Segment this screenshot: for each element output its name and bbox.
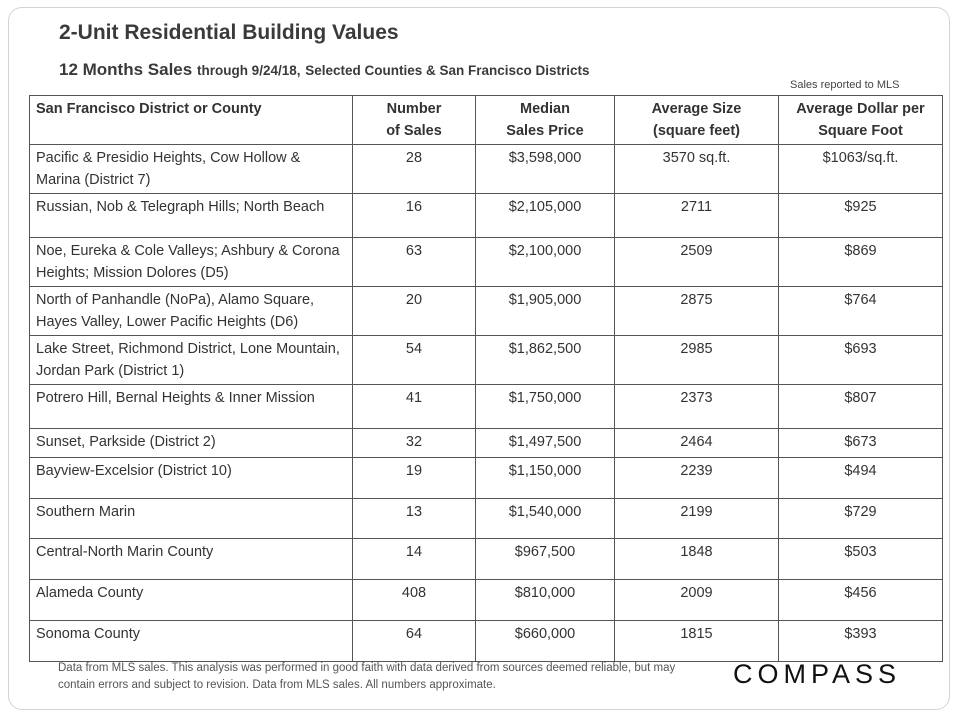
district-name-cell: Russian, Nob & Telegraph Hills; North Beach xyxy=(30,194,353,238)
dollar-per-sqft-cell: $807 xyxy=(779,385,943,429)
median-price-cell: $3,598,000 xyxy=(476,145,615,194)
page-subtitle xyxy=(59,60,590,80)
median-price-cell: $1,862,500 xyxy=(476,336,615,385)
median-price-cell: $660,000 xyxy=(476,621,615,662)
district-name-cell: Lake Street, Richmond District, Lone Mountain, Jordan Park (District 1) xyxy=(30,336,353,385)
header-price-line1: Median xyxy=(520,101,570,117)
dollar-per-sqft-cell: $729 xyxy=(779,499,943,539)
dollar-per-sqft-cell: $494 xyxy=(779,458,943,499)
number-of-sales-cell: 16 xyxy=(353,194,476,238)
header-dpsf-line2: Square Foot xyxy=(818,123,903,139)
average-size-cell: 3570 sq.ft. xyxy=(615,145,779,194)
header-district: San Francisco District or County xyxy=(30,96,353,145)
header-median-price xyxy=(476,96,615,145)
table-row xyxy=(30,336,943,385)
district-name-cell: Sunset, Parkside (District 2) xyxy=(30,429,353,458)
district-name-cell: Bayview-Excelsior (District 10) xyxy=(30,458,353,499)
average-size-cell: 1815 xyxy=(615,621,779,662)
number-of-sales-cell: 54 xyxy=(353,336,476,385)
district-name-cell: Southern Marin xyxy=(30,499,353,539)
district-name-cell: Potrero Hill, Bernal Heights & Inner Mission xyxy=(30,385,353,429)
dollar-per-sqft-cell: $693 xyxy=(779,336,943,385)
footer-disclaimer: Data from MLS sales. This analysis was performed in good faith with data derived from sources deemed reliable, but may contain errors and subject to revision. Data from MLS sales. All numbers approximate. xyxy=(58,662,676,691)
table-row xyxy=(30,145,943,194)
number-of-sales-cell: 64 xyxy=(353,621,476,662)
number-of-sales-cell: 13 xyxy=(353,499,476,539)
page-title: 2-Unit Residential Building Values xyxy=(59,21,399,44)
table-row xyxy=(30,621,943,662)
table-body xyxy=(30,145,943,662)
table-row xyxy=(30,499,943,539)
table-row xyxy=(30,580,943,621)
median-price-cell: $810,000 xyxy=(476,580,615,621)
dollar-per-sqft-cell: $925 xyxy=(779,194,943,238)
number-of-sales-cell: 41 xyxy=(353,385,476,429)
dollar-per-sqft-cell: $764 xyxy=(779,287,943,336)
average-size-cell: 2239 xyxy=(615,458,779,499)
subtitle-scope: Selected Counties & San Francisco Districts xyxy=(305,63,590,78)
district-name-cell: Central-North Marin County xyxy=(30,539,353,580)
header-sales-line2: of Sales xyxy=(386,123,442,139)
average-size-cell: 2985 xyxy=(615,336,779,385)
table-row xyxy=(30,458,943,499)
header-dpsf-line1: Average Dollar per xyxy=(796,101,925,117)
median-price-cell: $2,100,000 xyxy=(476,238,615,287)
average-size-cell: 1848 xyxy=(615,539,779,580)
table-row xyxy=(30,429,943,458)
table-row xyxy=(30,539,943,580)
header-average-size xyxy=(615,96,779,145)
number-of-sales-cell: 63 xyxy=(353,238,476,287)
table-row xyxy=(30,238,943,287)
dollar-per-sqft-cell: $869 xyxy=(779,238,943,287)
district-name-cell: Pacific & Presidio Heights, Cow Hollow & Marina (District 7) xyxy=(30,145,353,194)
table-header-row xyxy=(30,96,943,145)
average-size-cell: 2464 xyxy=(615,429,779,458)
mls-note: Sales reported to MLS xyxy=(790,79,900,91)
compass-logo: COMPASS xyxy=(733,659,902,689)
number-of-sales-cell: 32 xyxy=(353,429,476,458)
table-row xyxy=(30,194,943,238)
header-price-line2: Sales Price xyxy=(506,123,584,139)
subtitle-main: 12 Months Sales xyxy=(59,60,193,79)
subtitle-date: through 9/24/18, xyxy=(196,63,301,78)
header-number-of-sales xyxy=(353,96,476,145)
table-row xyxy=(30,287,943,336)
table-row xyxy=(30,385,943,429)
header-size-line1: Average Size xyxy=(651,101,742,117)
median-price-cell: $1,750,000 xyxy=(476,385,615,429)
median-price-cell: $1,540,000 xyxy=(476,499,615,539)
district-name-cell: Sonoma County xyxy=(30,621,353,662)
dollar-per-sqft-cell: $503 xyxy=(779,539,943,580)
number-of-sales-cell: 408 xyxy=(353,580,476,621)
header-sales-line1: Number xyxy=(386,101,442,117)
dollar-per-sqft-cell: $1063/sq.ft. xyxy=(779,145,943,194)
number-of-sales-cell: 14 xyxy=(353,539,476,580)
average-size-cell: 2509 xyxy=(615,238,779,287)
header-dollar-per-sqft xyxy=(779,96,943,145)
number-of-sales-cell: 19 xyxy=(353,458,476,499)
median-price-cell: $1,497,500 xyxy=(476,429,615,458)
average-size-cell: 2009 xyxy=(615,580,779,621)
median-price-cell: $2,105,000 xyxy=(476,194,615,238)
header-size-line2: (square feet) xyxy=(652,123,741,139)
district-name-cell: Noe, Eureka & Cole Valleys; Ashbury & Corona Heights; Mission Dolores (D5) xyxy=(30,238,353,287)
dollar-per-sqft-cell: $673 xyxy=(779,429,943,458)
median-price-cell: $967,500 xyxy=(476,539,615,580)
average-size-cell: 2199 xyxy=(615,499,779,539)
dollar-per-sqft-cell: $456 xyxy=(779,580,943,621)
district-name-cell: North of Panhandle (NoPa), Alamo Square, Hayes Valley, Lower Pacific Heights (D6) xyxy=(30,287,353,336)
median-price-cell: $1,905,000 xyxy=(476,287,615,336)
average-size-cell: 2373 xyxy=(615,385,779,429)
average-size-cell: 2711 xyxy=(615,194,779,238)
dollar-per-sqft-cell: $393 xyxy=(779,621,943,662)
median-price-cell: $1,150,000 xyxy=(476,458,615,499)
average-size-cell: 2875 xyxy=(615,287,779,336)
values-table xyxy=(29,95,943,662)
number-of-sales-cell: 20 xyxy=(353,287,476,336)
number-of-sales-cell: 28 xyxy=(353,145,476,194)
district-name-cell: Alameda County xyxy=(30,580,353,621)
